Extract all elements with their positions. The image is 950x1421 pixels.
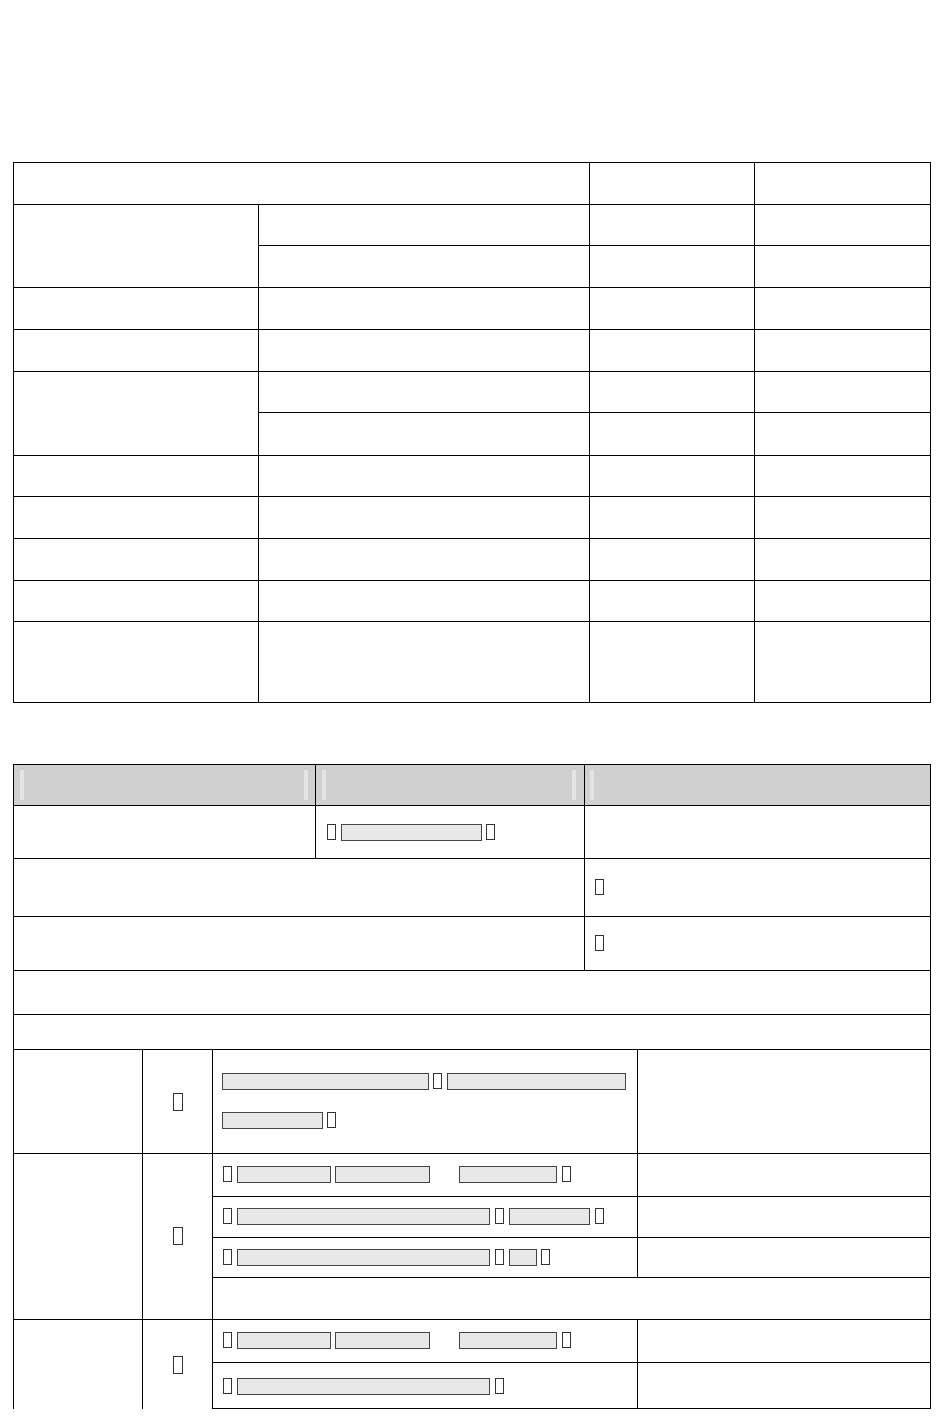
table-one-rule [13, 329, 931, 330]
table-two-header [14, 765, 930, 805]
table-two-rule [212, 1196, 931, 1197]
text-field[interactable] [447, 1073, 626, 1090]
table-two-border [930, 764, 931, 1409]
checkbox[interactable] [173, 1093, 183, 1111]
table-two-rule [13, 858, 931, 859]
table-one-rule [13, 287, 931, 288]
table-two-divider [637, 1319, 638, 1409]
table-two-divider [637, 1049, 638, 1278]
checkbox[interactable] [173, 1356, 183, 1374]
header-cell-accent [20, 770, 24, 800]
checkbox[interactable] [495, 1378, 504, 1394]
checkbox[interactable] [433, 1073, 442, 1089]
text-field[interactable] [459, 1332, 557, 1349]
checkbox[interactable] [327, 1112, 336, 1128]
checkbox[interactable] [173, 1227, 183, 1245]
table-one-rule [13, 371, 931, 372]
text-field[interactable] [335, 1166, 430, 1183]
table-one-rule [13, 496, 931, 497]
text-field[interactable] [341, 824, 482, 841]
table-two-rule [212, 1408, 931, 1409]
table-two-rule [13, 1014, 931, 1015]
checkbox[interactable] [223, 1166, 232, 1182]
table-one-border [13, 162, 14, 703]
checkbox[interactable] [595, 879, 604, 895]
checkbox[interactable] [562, 1332, 571, 1348]
text-field[interactable] [237, 1208, 490, 1225]
table-one-rule [13, 538, 931, 539]
table-two-border [13, 764, 14, 1409]
table-two-rule [13, 1319, 931, 1320]
header-cell-accent [590, 770, 594, 800]
checkbox[interactable] [541, 1249, 550, 1265]
text-field[interactable] [509, 1249, 537, 1266]
table-one-rule [13, 162, 931, 163]
table-two-rule [13, 805, 931, 806]
table-one-rule [13, 204, 931, 205]
checkbox[interactable] [327, 824, 336, 840]
table-two-rule [13, 1153, 931, 1154]
table-two-divider [212, 1049, 213, 1409]
text-field[interactable] [509, 1208, 590, 1225]
checkbox[interactable] [223, 1378, 232, 1394]
text-field[interactable] [222, 1073, 429, 1090]
header-cell-accent [304, 770, 308, 800]
checkbox[interactable] [223, 1249, 232, 1265]
table-two-rule [212, 1277, 931, 1278]
table-two-rule [13, 764, 931, 765]
text-field[interactable] [335, 1332, 430, 1349]
table-one-rule [13, 702, 931, 703]
text-field[interactable] [237, 1166, 331, 1183]
checkbox[interactable] [223, 1332, 232, 1348]
table-one-divider [589, 162, 590, 703]
table-two-rule [212, 1237, 931, 1238]
table-one-divider [258, 204, 259, 703]
checkbox[interactable] [223, 1208, 232, 1224]
checkbox[interactable] [495, 1208, 504, 1224]
table-one-rule [258, 412, 931, 413]
table-two-divider [142, 1049, 143, 1409]
header-cell-accent [572, 770, 576, 800]
checkbox[interactable] [595, 1208, 604, 1224]
text-field[interactable] [222, 1112, 323, 1129]
table-one-rule [258, 245, 931, 246]
table-one-border [930, 162, 931, 703]
table-one-rule [13, 580, 931, 581]
table-two-rule [13, 916, 931, 917]
checkbox[interactable] [562, 1166, 571, 1182]
table-two-rule [13, 970, 931, 971]
table-one-divider [754, 162, 755, 703]
text-field[interactable] [237, 1249, 490, 1266]
text-field[interactable] [237, 1378, 490, 1395]
header-cell-accent [322, 770, 326, 800]
text-field[interactable] [237, 1332, 331, 1349]
table-one-rule [13, 621, 931, 622]
text-field[interactable] [459, 1166, 557, 1183]
table-one-rule [13, 455, 931, 456]
checkbox[interactable] [495, 1249, 504, 1265]
table-two-rule [212, 1362, 931, 1363]
table-two-rule [13, 1049, 931, 1050]
table-two-divider [584, 764, 585, 971]
checkbox[interactable] [595, 935, 604, 951]
table-two-divider [315, 764, 316, 859]
checkbox[interactable] [486, 824, 495, 840]
